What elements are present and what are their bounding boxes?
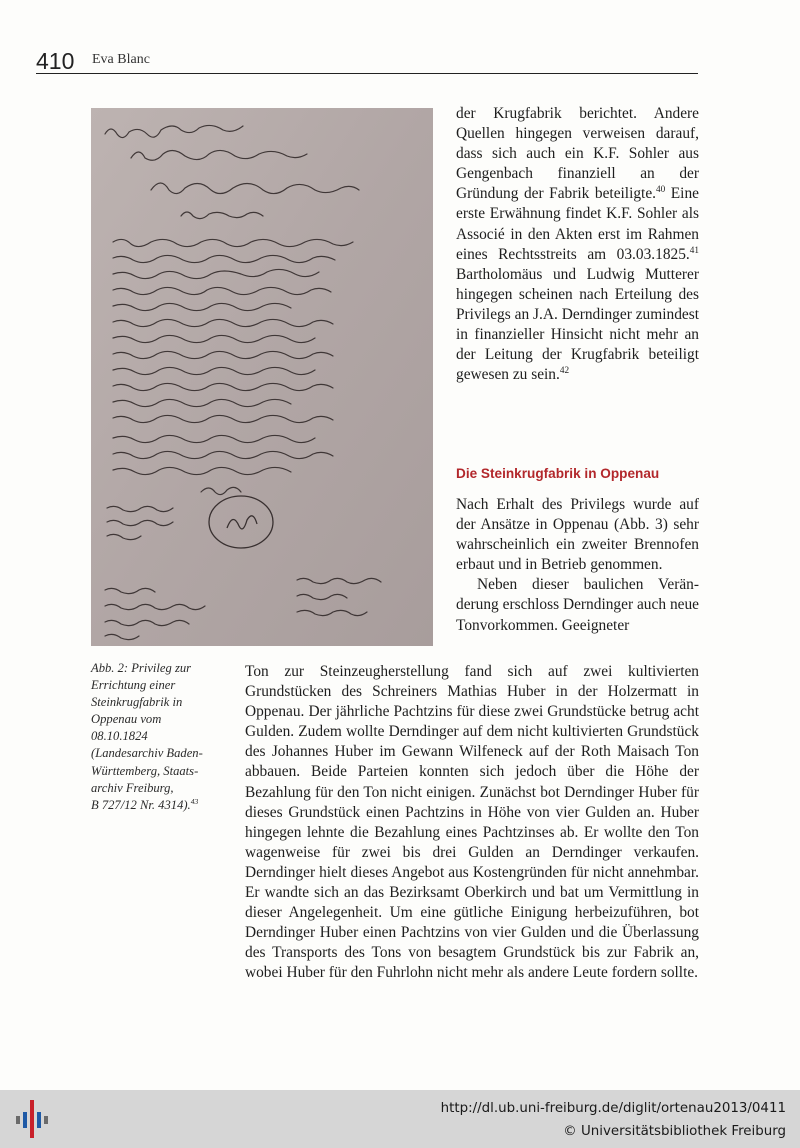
paragraph: Neben dieser baulichen Veränderung erschloss Derndinger auch neue Tonvorkommen. Geeigneter xyxy=(456,576,699,634)
paragraph: Ton zur Steinzeugherstellung fand sich auf zwei kultivierten Grundstücken des Schreiners Mathias Huber in der Holzermatt in Oppenau. Der jährliche Pachtzins für diese zwei Grundstücke betrug acht Gulden. Zudem wollte Derndinger auf dem nicht kultivierten Grundstück des Johannes Huber im Gewann Wilfeneck auf der Roth Maisach Ton abbauen. Beide Parteien konnten sich jedoch über die Höhe der Bezahlung für den Ton nicht einigen. Zunächst bot Derndinger Huber für dieses Grundstück einen Pachtzins in Höhe von vier Gulden an. Huber hingegen lehnte die Bezahlung eines Pachtzinses ab. Er wollte den Ton wagenweise für zwei bis drei Gulden an Derndinger verkaufen. Derndinger hielt dieses Angebot aus Kostengründen für nicht annehmbar. Er wandte sich an das Bezirksamt Oberkirch und bat um Vermittlung in dieser Angelegenheit. Um eine gütliche Einigung herbeizuführen, bot Derndinger Huber einen Pachtzins von vier Gulden und die Überlassung des Transports des Tons von besagtem Grundstück bis zur Fabrik an, wobei Huber für den Fuhrlohn nicht mehr als andere Leute fordern sollte. xyxy=(245,663,699,982)
caption-line: Oppenau vom xyxy=(91,712,162,727)
footer-copyright: © Universitätsbibliothek Freiburg xyxy=(563,1124,786,1139)
ub-freiburg-logo-icon[interactable] xyxy=(12,1096,52,1142)
caption-line: Errichtung einer xyxy=(91,678,176,693)
caption-line: 08.10.1824 xyxy=(91,729,148,744)
body-text-column-wide xyxy=(245,662,699,984)
footer-url-link[interactable]: http://dl.ub.uni-freiburg.de/diglit/ortenau2013/0411 xyxy=(440,1101,786,1116)
figure-caption xyxy=(91,660,241,814)
footnote-ref[interactable]: 42 xyxy=(559,365,570,376)
figure-manuscript xyxy=(91,108,433,646)
caption-line: (Landesarchiv Baden- xyxy=(91,746,203,761)
footnote-ref[interactable]: 43 xyxy=(190,796,199,806)
footnote-ref[interactable]: 40 xyxy=(656,184,666,195)
footnote-ref[interactable]: 41 xyxy=(689,244,699,255)
body-text-column-top xyxy=(456,104,699,385)
paragraph: der Krugfabrik berichtet. Andere Quellen hingegen verweisen darauf, dass sich auch ein K.F. Sohler aus Gengenbach finanziell an der Gründung der Fabrik beteiligte.$^{40}$ Eine erste Erwähnung findet K.F. Sohler als Associé in den Akten erst im Rahmen eines Rechtsstreits am 03.03.1825.41 Bartholomäus und Ludwig Mutterer hingegen scheinen nach Erteilung des Privilegs an J.A. Derndinger zumindest in finanzieller Hinsicht nicht mehr an der Leitung der Krugfabrik beteiligt gewesen zu sein.$^{42}$ xyxy=(456,105,699,384)
footer-bar xyxy=(0,1090,800,1148)
paragraph: Nach Erhalt des Privilegs wurde auf der Ansätze in Oppenau (Abb. 3) sehr wahrscheinlich ein zweiter Brennofen erbaut und in Betrieb genommen. xyxy=(456,496,699,574)
caption-line: Abb. 2: Privileg zur xyxy=(91,661,192,675)
caption-line: B 727/12 Nr. 4314). xyxy=(91,797,191,812)
running-head xyxy=(36,48,698,74)
caption-line: Steinkrugfabrik in xyxy=(91,695,183,710)
manuscript-image xyxy=(91,108,433,646)
section-heading: Die Steinkrugfabrik in Oppenau xyxy=(456,466,660,481)
page-number: 410 xyxy=(36,48,75,74)
body-text-column-mid xyxy=(456,495,699,636)
caption-line: Württemberg, Staats- xyxy=(91,763,199,778)
running-head-author: Eva Blanc xyxy=(92,52,150,67)
caption-line: archiv Freiburg, xyxy=(91,780,174,795)
